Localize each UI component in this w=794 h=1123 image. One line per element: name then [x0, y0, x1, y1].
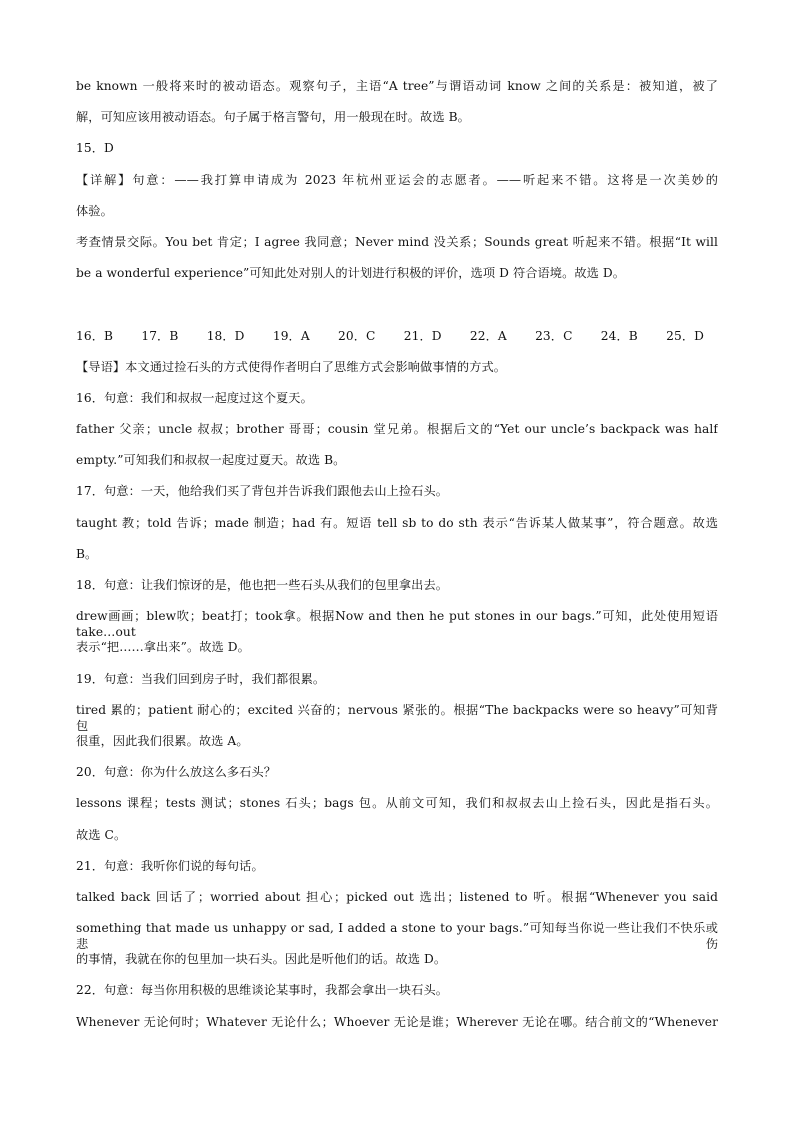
text-line: B。: [76, 546, 98, 561]
text-line: talked back 回话了；worried about 担心；picked out 选出；listened to 听。根据“Whenever you said: [76, 889, 718, 904]
question-meaning: 17．句意：一天，他给我们买了背包并告诉我们跟他去山上捡石头。: [76, 484, 449, 499]
text-line: 故选 C。: [76, 827, 127, 842]
answer-20: 20．C: [338, 328, 376, 343]
answer-22: 22．A: [469, 328, 507, 343]
answer-25: 25．D: [666, 328, 704, 343]
text-line: Whenever 无论何时；Whatever 无论什么；Whoever 无论是谁；Wherever 无论在哪。结合前文的“Whenever: [76, 1014, 718, 1029]
text-line: empty.”可知我们和叔叔一起度过夏天。故选 B。: [76, 453, 346, 468]
answer-24: 24．B: [600, 328, 638, 343]
answer-key-row: [76, 328, 718, 359]
question-meaning: 22．句意：每当你用积极的思维谈论某事时，我都会拿出一块石头。: [76, 983, 449, 998]
text-line: lessons 课程；tests 测试；stones 石头；bags 包。从前文可知，我们和叔叔去山上捡石头，因此是指石头。: [76, 796, 718, 811]
answer-18: 18．D: [206, 328, 245, 343]
answer-23: 23．C: [535, 328, 573, 343]
text-line: be a wonderful experience”可知此处对别人的计划进行积极的评价，选项 D 符合语境。故选 D。: [76, 266, 626, 281]
question-meaning: 16．句意：我们和叔叔一起度过这个夏天。: [76, 390, 313, 405]
text-line: something that made us unhappy or sad, I added a stone to your bags.”可知每当你说一些让我们不快乐或悲伤: [76, 921, 718, 952]
question-answer: 15．D: [76, 141, 114, 156]
question-meaning: 18．句意：让我们惊讶的是，他也把一些石头从我们的包里拿出去。: [76, 578, 449, 592]
guide-line: 【导语】本文通过捡石头的方式使得作者明白了思维方式会影响做事情的方式。: [76, 359, 507, 374]
text-line: 体验。: [76, 203, 113, 218]
text-line: be known 一般将来时的被动语态。观察句子，主语“A tree”与谓语动词 know 之间的关系是：被知道，被了: [76, 79, 718, 93]
answer-19: 19．A: [272, 328, 310, 343]
text-line: drew画画；blew吹；beat打；took拿。根据Now and then he put stones in our bags.”可知，此处使用短语 take…out: [76, 609, 718, 640]
text-line: 很重，因此我们很累。故选 A。: [76, 733, 249, 748]
document-page: [76, 78, 718, 1045]
text-line: 解，可知应该用被动语态。句子属于格言警句，用一般现在时。故选 B。: [76, 110, 470, 125]
text-line: taught 教；told 告诉；made 制造；had 有。短语 tell sb to do sth 表示“告诉某人做某事”，符合题意。故选: [76, 515, 718, 530]
text-line: tired 累的；patient 耐心的；excited 兴奋的；nervous 紧张的。根据“The backpacks were so heavy”可知背包: [76, 702, 718, 733]
spacer: [76, 296, 718, 327]
text-line: 考查情景交际。You bet 肯定；I agree 我同意；Never mind 没关系；Sounds great 听起来不错。根据“It will: [76, 234, 718, 249]
text-line: 表示“把……拿出来”。故选 D。: [76, 640, 250, 655]
answer-17: 17．B: [141, 328, 179, 343]
explanation-heading-line: 【详解】句意：——我打算申请成为 2023 年杭州亚运会的志愿者。——听起来不错。这将是一次美妙的: [76, 172, 718, 187]
question-meaning: 21．句意：我听你们说的每句话。: [76, 858, 264, 873]
answer-21: 21．D: [403, 328, 442, 343]
text-line: father 父亲；uncle 叔叔；brother 哥哥；cousin 堂兄弟。根据后文的“Yet our uncle’s backpack was half: [76, 422, 718, 437]
answer-16: 16．B: [76, 328, 114, 343]
question-meaning: 20．句意：你为什么放这么多石头？: [76, 765, 277, 780]
text-line: 的事情，我就在你的包里加一块石头。因此是听他们的话。故选 D。: [76, 952, 447, 967]
question-meaning: 19．句意：当我们回到房子时，我们都很累。: [76, 671, 326, 686]
